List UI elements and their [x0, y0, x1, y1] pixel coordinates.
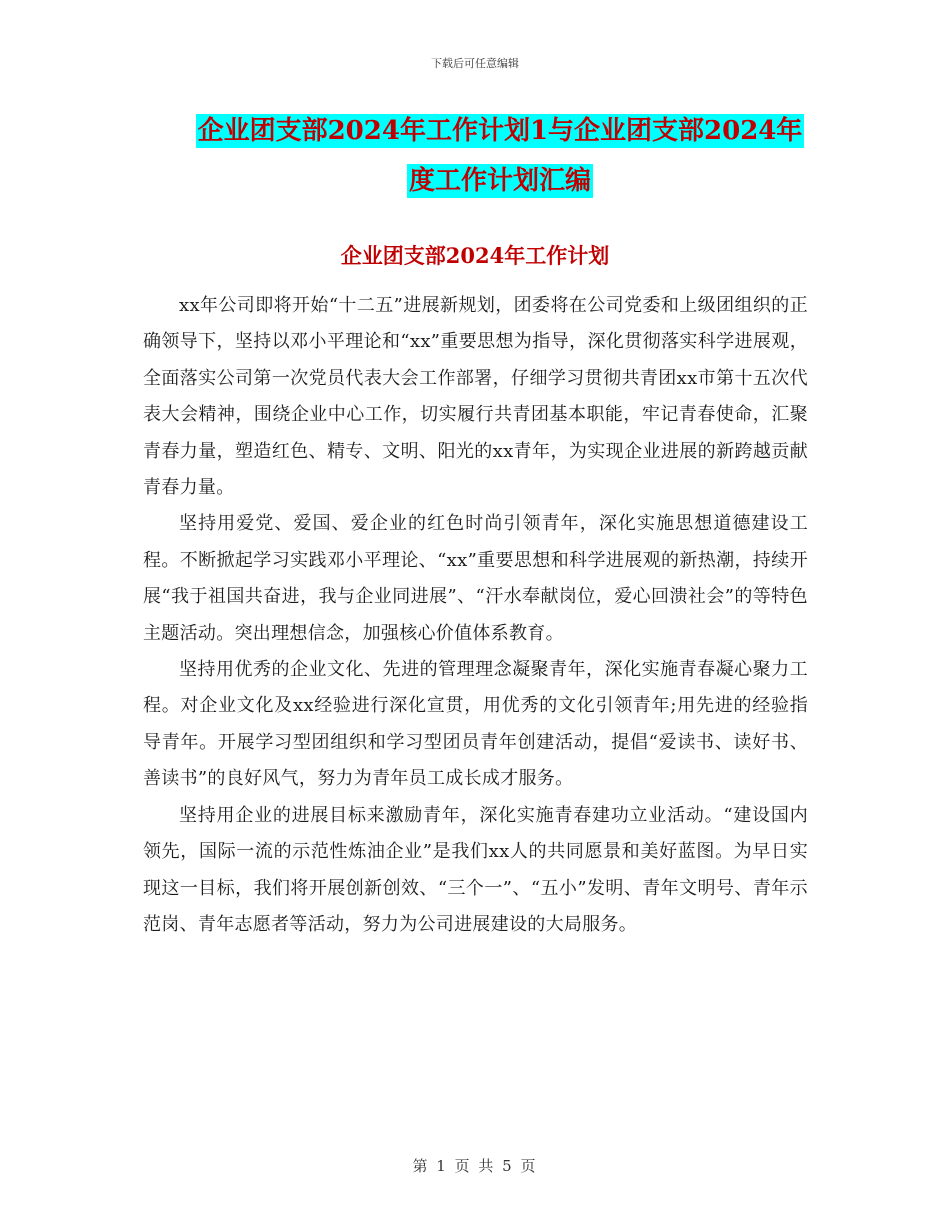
document-title — [140, 106, 860, 206]
section-title: 企业团支部2024年工作计划 — [340, 243, 610, 268]
page-header-note: 下载后可任意编辑 — [431, 57, 519, 70]
paragraph-1: xx年公司即将开始“十二五”进展新规划，团委将在公司党委和上级团组织的正确领导下，坚持以邓小平理论和“xx”重要思想为指导，深化贯彻落实科学进展观，全面落实公司第一次党员代表大会工作部署，仔细学习贯彻共青团xx市第十五次代表大会精神，围绕企业中心工作，切实履行共青团基本职能，牢记青春使命，汇聚青春力量，塑造红色、精专、文明、阳光的xx青年，为实现企业进展的新跨越贡献青春力量。 — [143, 295, 808, 499]
paragraph-3: 坚持用优秀的企业文化、先进的管理理念凝聚青年，深化实施青春凝心聚力工程。对企业文化及xx经验进行深化宣贯，用优秀的文化引领青年;用先进的经验指导青年。开展学习型团组织和学习型团员青年创建活动，提倡“爱读书、读好书、善读书”的良好风气，努力为青年员工成长成才服务。 — [143, 659, 808, 790]
page-number-footer: 第 1 页 共 5 页 — [412, 1157, 538, 1175]
document-title-line-1: 企业团支部2024年工作计划1与企业团支部2024年 — [197, 116, 803, 146]
paragraph-4: 坚持用企业的进展目标来激励青年，深化实施青春建功立业活动。“建设国内领先，国际一流的示范性炼油企业”是我们xx人的共同愿景和美好蓝图。为早日实现这一目标，我们将开展创新创效、“三个一”、“五小”发明、青年文明号、青年示范岗、青年志愿者等活动，努力为公司进展建设的大局服务。 — [143, 804, 808, 935]
document-body — [143, 288, 808, 943]
paragraph-2: 坚持用爱党、爱国、爱企业的红色时尚引领青年，深化实施思想道德建设工程。不断掀起学习实践邓小平理论、“xx”重要思想和科学进展观的新热潮，持续开展“我于祖国共奋进，我与企业同进展”、“汗水奉献岗位，爱心回溃社会”的等特色主题活动。突出理想信念，加强核心价值体系教育。 — [143, 513, 808, 644]
document-title-line-2: 度工作计划汇编 — [408, 166, 591, 196]
